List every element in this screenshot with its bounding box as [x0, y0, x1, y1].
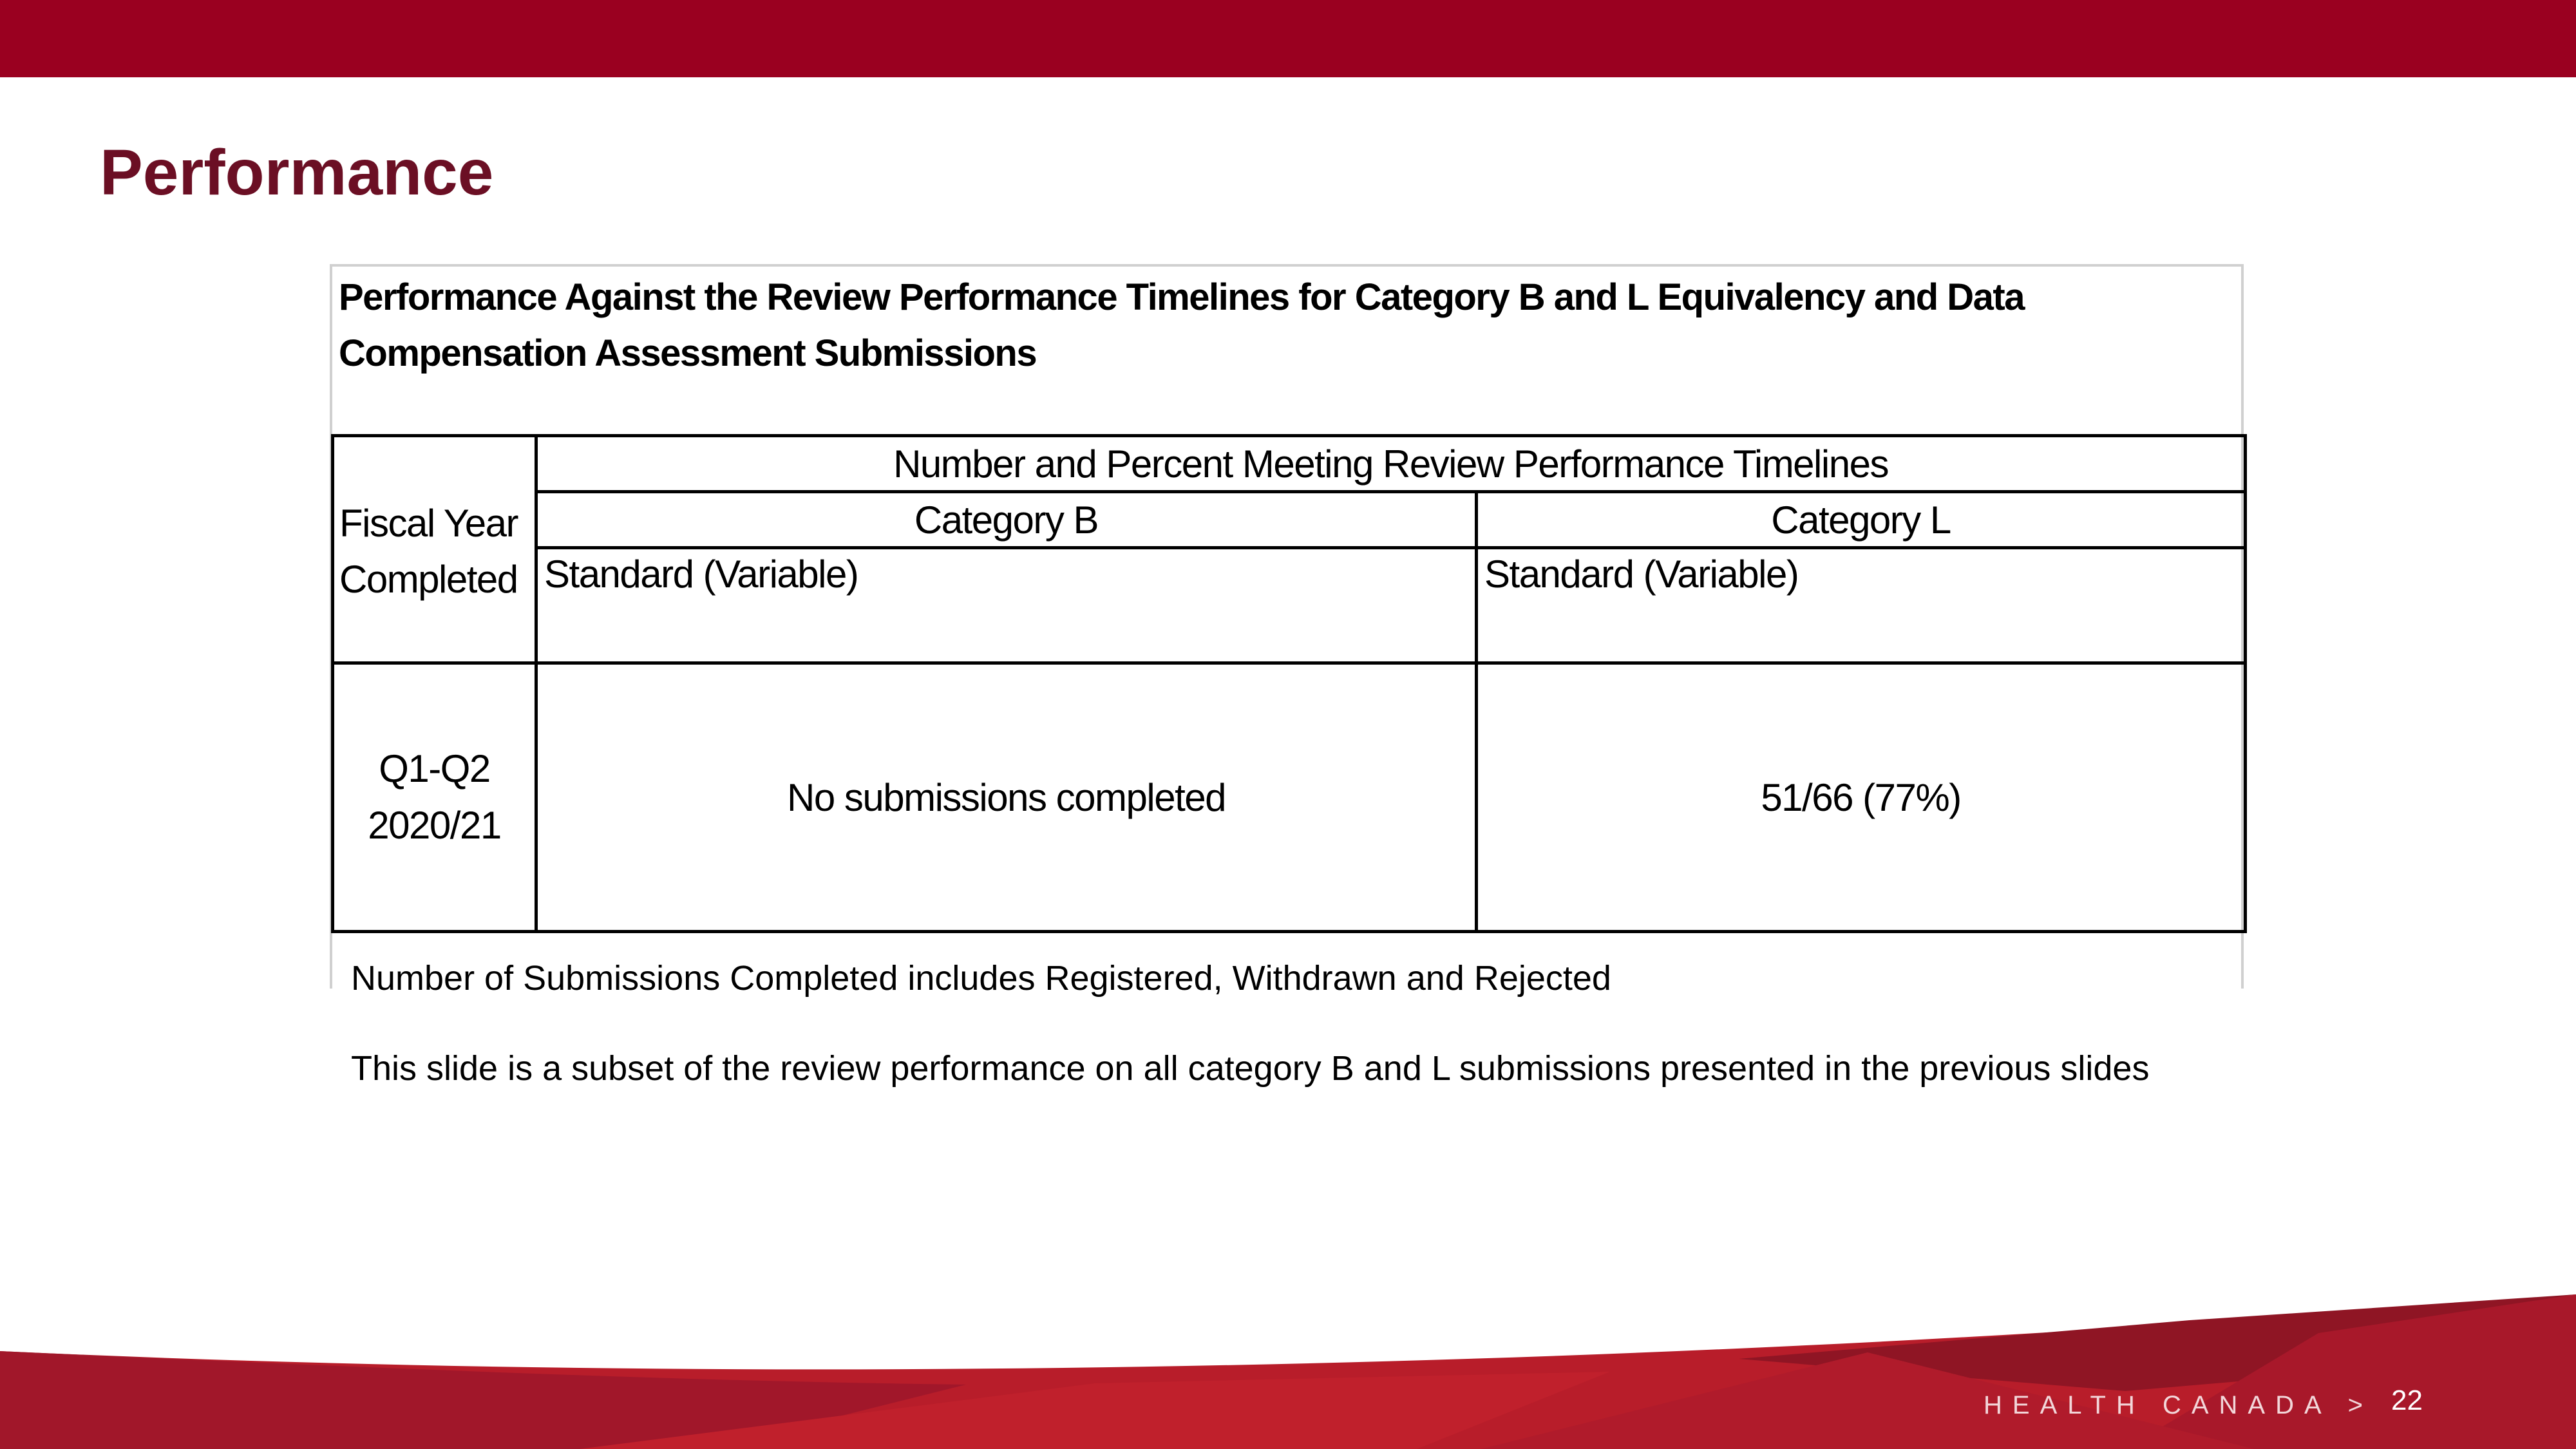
category-l-header: Category L [1477, 492, 2246, 548]
footer-graphic [0, 1275, 2576, 1449]
fiscal-year-header-line2: Completed [339, 558, 518, 601]
performance-table [331, 434, 2247, 933]
table-row [333, 663, 2246, 932]
footnote-submissions: Number of Submissions Completed includes Registered, Withdrawn and Rejected [351, 959, 1611, 998]
table-header-row [333, 436, 2246, 492]
group-header: Number and Percent Meeting Review Performance Timelines [536, 436, 2246, 492]
page-number: 22 [2391, 1385, 2423, 1416]
period-cell [333, 663, 536, 932]
category-b-value: No submissions completed [536, 663, 1477, 932]
fiscal-year-header-line1: Fiscal Year [339, 502, 518, 545]
period-year: 2020/21 [368, 804, 501, 847]
table-header-row [333, 492, 2246, 548]
footnote-subset: This slide is a subset of the review performance on all category B and L submissions presented in the previous slides [351, 1049, 2150, 1088]
page-title: Performance [100, 137, 494, 209]
footer-brand-text: HEALTH CANADA > [1984, 1391, 2373, 1419]
table-header-row [333, 548, 2246, 663]
category-b-header: Category B [536, 492, 1477, 548]
category-l-standard: Standard (Variable) [1477, 548, 2246, 663]
period-quarter: Q1-Q2 [379, 747, 490, 790]
category-b-standard: Standard (Variable) [536, 548, 1477, 663]
fiscal-year-header [333, 436, 536, 663]
table-caption: Performance Against the Review Performance Timelines for Category B and L Equivalency and Data Compensation Assessment Submissions [339, 276, 2025, 374]
header-bar [0, 0, 2576, 77]
category-l-value: 51/66 (77%) [1477, 663, 2246, 932]
